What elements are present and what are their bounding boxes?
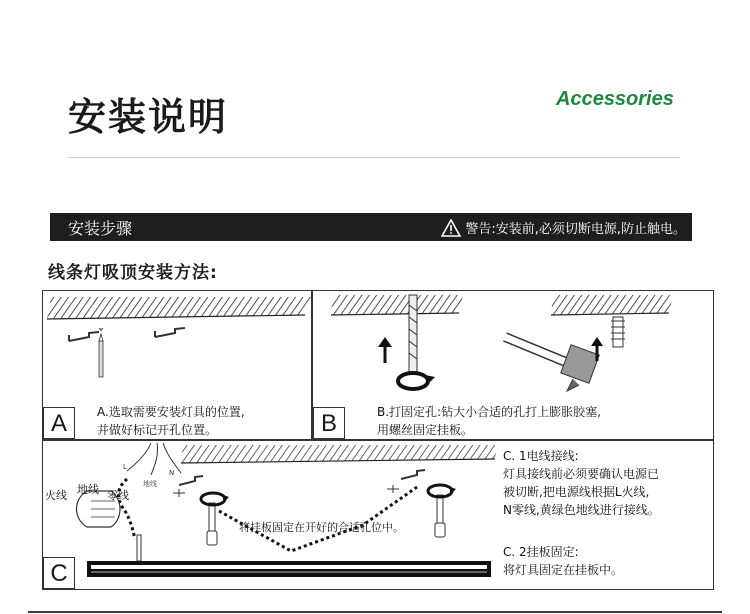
- ground-wire-label: 地线: [77, 483, 99, 496]
- panel-b-letter: B: [313, 407, 345, 439]
- screwdriver-icon: [428, 485, 456, 537]
- panel-c: [42, 440, 714, 590]
- panel-a: [42, 290, 312, 440]
- ground-small-label: 地线: [143, 480, 157, 488]
- neutral-wire-label: 零线: [107, 489, 129, 502]
- steps-label: 安装步骤: [68, 219, 133, 238]
- bottom-divider: [28, 611, 722, 613]
- warning-text: 警告:安装前,必须切断电源,防止触电。: [465, 222, 686, 237]
- panel-a-letter: A: [43, 407, 75, 439]
- panel-a-text: A.选取需要安装灯具的位置, 并做好标记开孔位置。: [97, 405, 245, 437]
- hammer-icon: [505, 337, 599, 391]
- l-label: L: [123, 463, 127, 471]
- screwdriver-icon: [201, 493, 229, 545]
- live-wire-label: 火线: [45, 489, 67, 502]
- wiring-instructions: C. 1电线接线: 灯具接线前必须要确认电源已 被切断,把电源线根据L火线, N零线,黄绿色地线进行接线。: [503, 449, 660, 517]
- plate-instructions: C. 2挂板固定: 将灯具固定在挂板中。: [503, 545, 624, 577]
- title-divider: [68, 157, 680, 158]
- plate-hint-text: 将挂板固定在开好的合适孔位中。: [239, 521, 404, 534]
- panel-c-letter: C: [43, 557, 75, 589]
- rotate-arrow-icon: [398, 373, 435, 389]
- method-heading: 线条灯吸顶安装方法:: [48, 263, 218, 283]
- steps-bar: [50, 213, 692, 241]
- panel-b: [312, 290, 714, 440]
- drill-bit-icon: [409, 295, 417, 373]
- warning-notice: [441, 218, 686, 237]
- n-label: N: [169, 469, 175, 477]
- page-title: 安装说明: [68, 95, 229, 139]
- panel-b-text: B.打固定孔:钻大小合适的孔打上膨胀胶塞, 用螺丝固定挂板。: [377, 405, 601, 437]
- warning-triangle-icon: [441, 219, 461, 237]
- accessories-label: Accessories: [556, 88, 674, 110]
